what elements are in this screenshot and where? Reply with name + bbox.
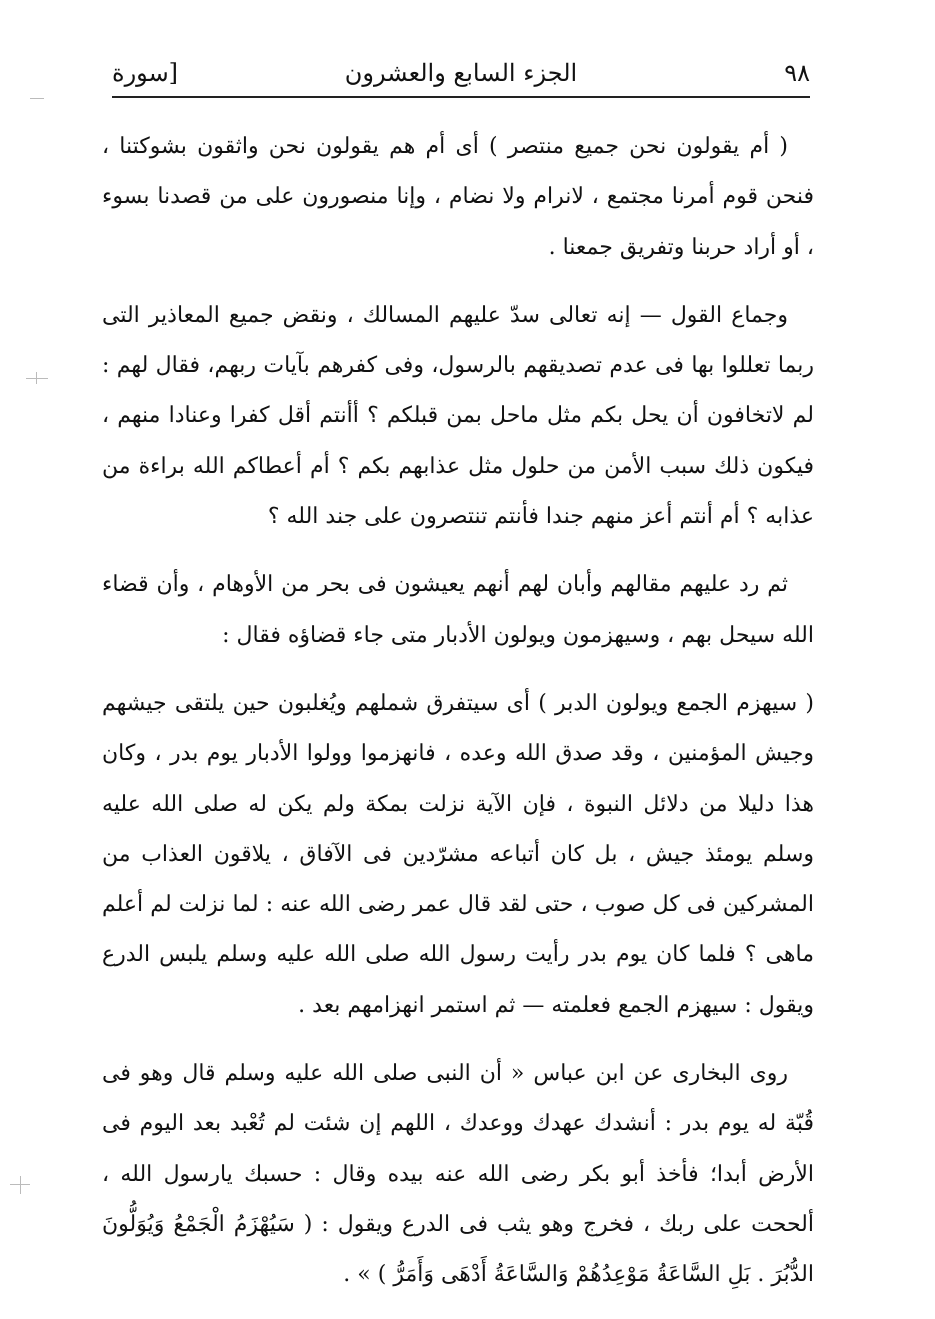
running-title: الجزء السابع والعشرون <box>344 59 578 87</box>
paragraph-5: روى البخارى عن ابن عباس « أن النبى صلى الله عليه وسلم قال وهو فى قُبّة له يوم بدر : أنشدك عهدك ووعدك ، اللهم إن شئت لم تُعْبد بعد اليوم فى الأرض أبدا؛ فأخذ أبو بكر رضى الله عنه بيده وقال : حسبك يارسول الله ، ألححت على ربك ، فخرج وهو يثب فى الدرع ويقول : ( سَيُهْزَمُ الْجَمْعُ وَيُوَلُّونَ الدُّبُرَ . بَلِ السَّاعَةُ مَوْعِدُهُمْ وَالسَّاعَةُ أَدْهَى وَأَمَرُّ ) » . <box>102 1061 814 1288</box>
scan-mark <box>36 372 37 384</box>
paragraph-2: وجماع القول — إنه تعالى سدّ عليهم المسالك ، ونقض جميع المعاذير التى ربما تعللوا بها فى عدم تصديقهم بالرسول، وفى كفرهم بآيات ربهم، فقال لهم : لم لاتخافون أن يحل بكم مثل ماحل بمن قبلكم ؟ أأنتم أقل كفرا وعنادا منهم ، فيكون ذلك سبب الأمن من حلول مثل عذابهم بكم ؟ أم أعطاكم الله براءة من عذابه ؟ أم أنتم أعز منهم جندا فأنتم تنتصرون على جند الله ؟ <box>102 302 814 530</box>
scan-mark <box>26 378 48 379</box>
page-header <box>112 52 810 98</box>
body-text <box>102 122 814 1319</box>
scan-mark <box>20 1176 21 1194</box>
paragraph-4: ( سيهزم الجمع ويولون الدبر ) أى سيتفرق شملهم ويُغلبون حين يلتقى جيشهم وجيش المؤمنين ، وقد صدق الله وعده ، فانهزموا وولوا الأدبار يوم بدر ، وكان هذا دليلا من دلائل النبوة ، فإن الآية نزلت بمكة ولم يكن له صلى الله عليه وسلم يومئذ جيش ، بل كان أتباعه مشرّدين فى الآفاق ، يلاقون العذاب من المشركين فى كل صوب ، حتى لقد قال عمر رضى الله عنه : لما نزلت لم أعلم ماهى ؟ فلما كان يوم بدر رأيت رسول الله صلى الله عليه وسلم يلبس الدرع ويقول : سيهزم الجمع فعلمته — ثم استمر انهزامهم بعد . <box>102 690 815 1018</box>
paragraph-3: ثم رد عليهم مقالهم وأبان لهم أنهم يعيشون فى بحر من الأوهام ، وأن قضاء الله سيحل بهم ، وسيهزمون ويولون الأدبار متى جاء قضاؤه فقال : <box>102 572 814 648</box>
scan-mark <box>30 98 44 99</box>
paragraph-1: ( أم يقولون نحن جميع منتصر ) أى أم هم يقولون نحن واثقون بشوكتنا ، فنحن قوم أمرنا مجتمع ، لانرام ولا نضام ، وإنا منصورون على من قصدنا بسوء ، أو أراد حربنا وتفريق جمعنا . <box>102 134 814 260</box>
page-number: ٩٨ <box>784 59 810 87</box>
surah-tag: [سورة <box>112 59 179 87</box>
